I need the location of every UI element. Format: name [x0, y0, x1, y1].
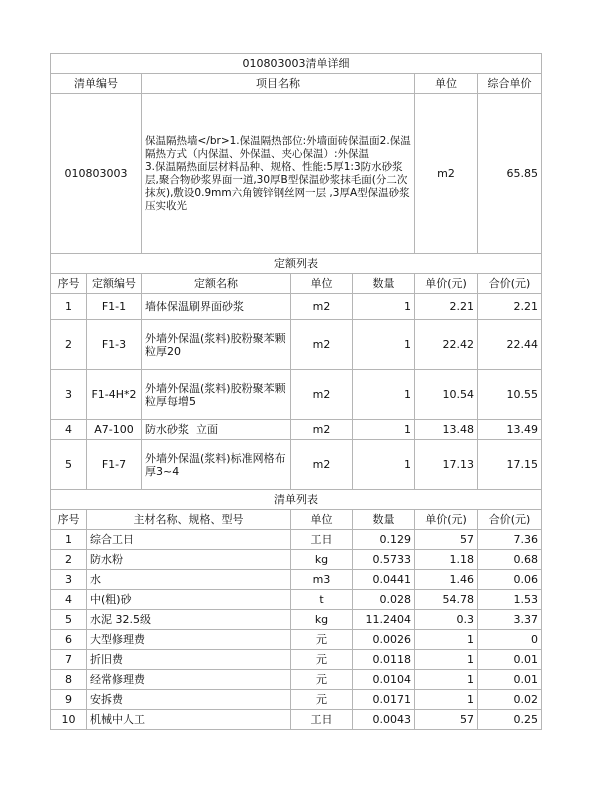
material-qty: 0.5733 — [353, 550, 415, 570]
material-unit: kg — [291, 550, 353, 570]
quota-price: 17.13 — [415, 440, 478, 490]
quota-unit: m2 — [291, 294, 353, 320]
material-no: 7 — [51, 650, 87, 670]
quota-no: 2 — [51, 320, 87, 370]
material-qty: 0.129 — [353, 530, 415, 550]
quota-total: 17.15 — [478, 440, 542, 490]
material-no: 6 — [51, 630, 87, 650]
material-price: 1 — [415, 630, 478, 650]
material-price: 1.18 — [415, 550, 478, 570]
material-unit: kg — [291, 610, 353, 630]
item-price: 65.85 — [478, 94, 542, 254]
quota-price: 10.54 — [415, 370, 478, 420]
material-name: 防水粉 — [87, 550, 291, 570]
quota-header-no: 序号 — [51, 274, 87, 294]
quota-qty: 1 — [353, 370, 415, 420]
material-no: 10 — [51, 710, 87, 730]
material-qty: 0.0118 — [353, 650, 415, 670]
material-name: 安拆费 — [87, 690, 291, 710]
bill-detail-table — [50, 53, 542, 730]
materials-section-title: 清单列表 — [51, 490, 542, 510]
header-unit: 单位 — [415, 74, 478, 94]
quota-unit: m2 — [291, 320, 353, 370]
material-unit: 元 — [291, 630, 353, 650]
quota-no: 4 — [51, 420, 87, 440]
material-total: 0 — [478, 630, 542, 650]
material-price: 1 — [415, 690, 478, 710]
materials-header-total: 合价(元) — [478, 510, 542, 530]
materials-header-unit: 单位 — [291, 510, 353, 530]
quota-total: 13.49 — [478, 420, 542, 440]
materials-header-name: 主材名称、规格、型号 — [87, 510, 291, 530]
material-row — [51, 550, 542, 570]
material-price: 1 — [415, 650, 478, 670]
material-row — [51, 670, 542, 690]
material-name: 水 — [87, 570, 291, 590]
quota-unit: m2 — [291, 370, 353, 420]
quota-total: 10.55 — [478, 370, 542, 420]
quota-price: 2.21 — [415, 294, 478, 320]
quota-row — [51, 370, 542, 420]
material-total: 7.36 — [478, 530, 542, 550]
material-no: 1 — [51, 530, 87, 550]
quota-code: F1-4H*2 — [87, 370, 142, 420]
material-no: 3 — [51, 570, 87, 590]
material-unit: 工日 — [291, 710, 353, 730]
quota-code: F1-7 — [87, 440, 142, 490]
material-unit: t — [291, 590, 353, 610]
quota-header-code: 定额编号 — [87, 274, 142, 294]
material-qty: 0.028 — [353, 590, 415, 610]
material-unit: 元 — [291, 690, 353, 710]
material-qty: 11.2404 — [353, 610, 415, 630]
material-no: 8 — [51, 670, 87, 690]
quota-name: 外墙外保温(浆料)胶粉聚苯颗粒厚20 — [142, 320, 291, 370]
sheet-title: 010803003清单详细 — [51, 54, 542, 74]
material-no: 4 — [51, 590, 87, 610]
quota-name: 防水砂浆 立面 — [142, 420, 291, 440]
material-row — [51, 610, 542, 630]
quota-qty: 1 — [353, 440, 415, 490]
material-name: 水泥 32.5级 — [87, 610, 291, 630]
material-row — [51, 630, 542, 650]
quota-name: 墙体保温刷界面砂浆 — [142, 294, 291, 320]
material-name: 大型修理费 — [87, 630, 291, 650]
material-unit: 工日 — [291, 530, 353, 550]
material-unit: 元 — [291, 670, 353, 690]
material-row — [51, 650, 542, 670]
header-code: 清单编号 — [51, 74, 142, 94]
quota-qty: 1 — [353, 420, 415, 440]
quota-header-qty: 数量 — [353, 274, 415, 294]
material-total: 3.37 — [478, 610, 542, 630]
quota-row — [51, 320, 542, 370]
material-qty: 0.0026 — [353, 630, 415, 650]
quota-price: 22.42 — [415, 320, 478, 370]
material-total: 0.01 — [478, 670, 542, 690]
material-total: 0.02 — [478, 690, 542, 710]
item-unit: m2 — [415, 94, 478, 254]
quota-name: 外墙外保温(浆料)标准网格布厚3~4 — [142, 440, 291, 490]
material-row — [51, 590, 542, 610]
quota-row — [51, 420, 542, 440]
material-unit: 元 — [291, 650, 353, 670]
material-total: 0.01 — [478, 650, 542, 670]
quota-total: 2.21 — [478, 294, 542, 320]
header-price: 综合单价 — [478, 74, 542, 94]
material-price: 1.46 — [415, 570, 478, 590]
quota-header-total: 合价(元) — [478, 274, 542, 294]
material-name: 中(粗)砂 — [87, 590, 291, 610]
quota-code: F1-3 — [87, 320, 142, 370]
item-code: 010803003 — [51, 94, 142, 254]
item-description: 保温隔热墙</br>1.保温隔热部位:外墙面砖保温面2.保温隔热方式（内保温、外保温、夹心保温）:外保温 3.保温隔热面层材料品种、规格、性能:5厚1:3防水砂浆层,聚合物砂浆界面一道,30厚B型保温砂浆抹毛面(分二次抹灰),敷设0.9mm六角镀锌钢丝网一层 ,3厚A型保温砂浆压实收光 — [142, 94, 415, 254]
material-total: 1.53 — [478, 590, 542, 610]
material-qty: 0.0171 — [353, 690, 415, 710]
quota-unit: m2 — [291, 420, 353, 440]
material-name: 经常修理费 — [87, 670, 291, 690]
material-qty: 0.0043 — [353, 710, 415, 730]
material-total: 0.25 — [478, 710, 542, 730]
material-name: 机械中人工 — [87, 710, 291, 730]
material-name: 折旧费 — [87, 650, 291, 670]
header-name: 项目名称 — [142, 74, 415, 94]
material-total: 0.06 — [478, 570, 542, 590]
material-qty: 0.0441 — [353, 570, 415, 590]
material-row — [51, 710, 542, 730]
material-row — [51, 530, 542, 550]
material-price: 1 — [415, 670, 478, 690]
material-row — [51, 570, 542, 590]
material-no: 9 — [51, 690, 87, 710]
quota-header-price: 单价(元) — [415, 274, 478, 294]
material-row — [51, 690, 542, 710]
quota-no: 3 — [51, 370, 87, 420]
quota-name: 外墙外保温(浆料)胶粉聚苯颗粒厚每增5 — [142, 370, 291, 420]
quota-total: 22.44 — [478, 320, 542, 370]
quota-qty: 1 — [353, 320, 415, 370]
material-unit: m3 — [291, 570, 353, 590]
quota-header-row — [51, 274, 542, 294]
quota-code: A7-100 — [87, 420, 142, 440]
quota-row — [51, 294, 542, 320]
quota-code: F1-1 — [87, 294, 142, 320]
quota-no: 1 — [51, 294, 87, 320]
material-price: 57 — [415, 530, 478, 550]
materials-header-qty: 数量 — [353, 510, 415, 530]
materials-header-row — [51, 510, 542, 530]
quota-unit: m2 — [291, 440, 353, 490]
quota-price: 13.48 — [415, 420, 478, 440]
quota-header-name: 定额名称 — [142, 274, 291, 294]
quota-header-unit: 单位 — [291, 274, 353, 294]
quota-no: 5 — [51, 440, 87, 490]
material-qty: 0.0104 — [353, 670, 415, 690]
material-name: 综合工日 — [87, 530, 291, 550]
materials-header-price: 单价(元) — [415, 510, 478, 530]
material-price: 0.3 — [415, 610, 478, 630]
materials-header-no: 序号 — [51, 510, 87, 530]
quota-section-title: 定额列表 — [51, 254, 542, 274]
quota-row — [51, 440, 542, 490]
material-no: 5 — [51, 610, 87, 630]
material-price: 54.78 — [415, 590, 478, 610]
material-price: 57 — [415, 710, 478, 730]
material-no: 2 — [51, 550, 87, 570]
material-total: 0.68 — [478, 550, 542, 570]
quota-qty: 1 — [353, 294, 415, 320]
